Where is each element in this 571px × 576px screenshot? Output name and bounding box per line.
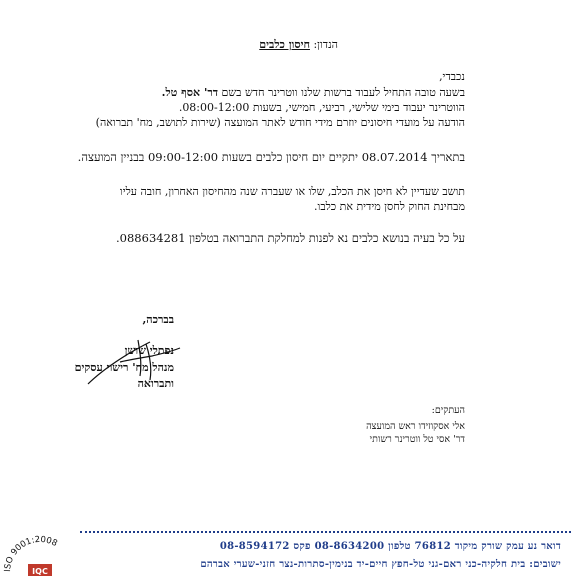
copies-list bbox=[366, 420, 465, 446]
subject-title: חיסון כלבים bbox=[259, 38, 310, 51]
paragraph-new-vet bbox=[96, 85, 465, 130]
copies-item: דר' אסי טל ווטרינר רשותי bbox=[369, 434, 465, 445]
signer-name: נפתלי שושן bbox=[124, 344, 174, 357]
paragraph-obligation-line2: מבחינת החוק לחסן מידית את כלבו. bbox=[314, 200, 465, 213]
copies-heading: העתקים: bbox=[431, 405, 465, 416]
closing-blessing: בברכה, bbox=[142, 313, 174, 326]
footer-settlements-line: ישובים: בית חלקיה-כני ראם-גני טל-חפץ חיים-יד בנימין-סתרות-נצר חזני-שערי אברהם bbox=[200, 559, 561, 570]
signer-role-line2: ותברואה bbox=[137, 377, 174, 390]
paragraph-obligation-line1: תושב שעדיין לא חיסן את הכלב, שלו או שעברה שנה מהחיסון האחרון, חובה עליו bbox=[119, 185, 465, 198]
paragraph-vaccination-date: בתאריך 08.07.2014 יתקיים יום חיסון כלבים בשעות 09:00-12:00 בבניין המועצה. bbox=[77, 150, 465, 164]
subject-line bbox=[259, 38, 338, 51]
iso-badge-text: ISO 9001:2008 bbox=[2, 534, 59, 573]
footer-divider bbox=[80, 531, 571, 533]
signer-role-line1: מנהל מח' רישוי עסקים bbox=[74, 361, 174, 374]
greeting: נכבדי, bbox=[439, 70, 465, 83]
paragraph-new-vet-text: בשעה טובה התחיל לעבוד ברשות שלנו ווטרינר חדש בשם bbox=[221, 86, 465, 99]
iso-certification-badge bbox=[0, 532, 80, 576]
subject-label: הנדון: bbox=[313, 38, 338, 51]
paragraph-new-vet-line3: הודעה על מועדי חיסונים יוזרם מידי חודש לאתר המועצה (שירות לתושב, מח' תברואה) bbox=[95, 116, 465, 129]
iso-badge-mark: IQC bbox=[32, 567, 48, 576]
signer-role bbox=[75, 360, 174, 392]
paragraph-new-vet-line2: הווטרינר יעבוד בימי שלישי, רביעי, חמישי, בשעות 08:00-12:00. bbox=[178, 101, 465, 114]
paragraph-obligation bbox=[120, 184, 465, 214]
paragraph-contact: על כל בעיה בנושא כלבים נא לפנות למחלקת התברואה בטלפון 088634281. bbox=[116, 231, 465, 245]
vet-name: דר' אסף טל. bbox=[161, 86, 219, 99]
footer-contact-line: דואר נע עמק שורק מיקוד 76812 טלפון 08-8634200 פקס 08-8594172 bbox=[219, 541, 561, 552]
copies-item: אלי אסקוזידו ראש המועצה bbox=[366, 421, 465, 432]
paragraph-new-vet-line1 bbox=[96, 85, 465, 100]
